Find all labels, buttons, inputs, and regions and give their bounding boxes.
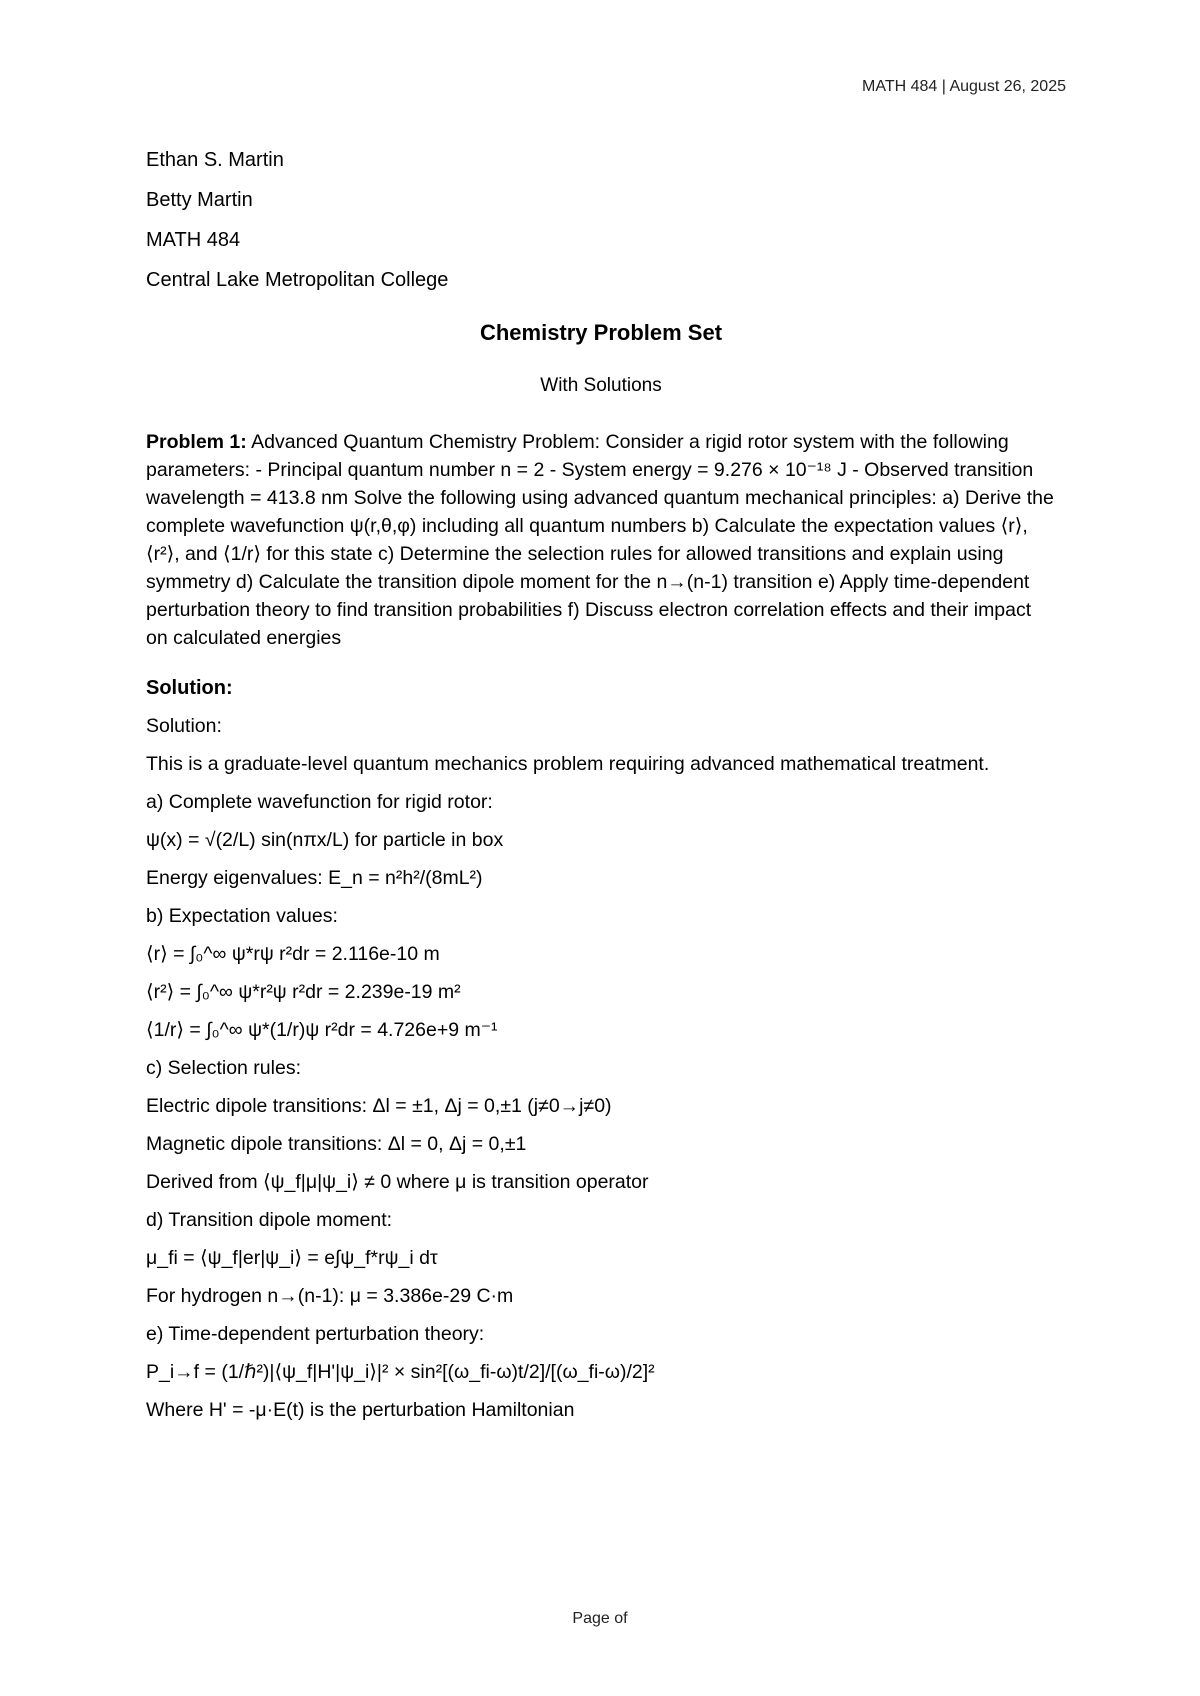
solution-line: Derived from ⟨ψ_f|μ|ψ_i⟩ ≠ 0 where μ is transition operator bbox=[146, 1171, 649, 1193]
college-name: Central Lake Metropolitan College bbox=[146, 269, 449, 291]
solution-line: b) Expectation values: bbox=[146, 905, 338, 927]
solution-line: c) Selection rules: bbox=[146, 1057, 301, 1079]
solution-line: a) Complete wavefunction for rigid rotor: bbox=[146, 791, 493, 813]
page-header: MATH 484 | August 26, 2025 bbox=[862, 78, 1066, 95]
solution-line: μ_fi = ⟨ψ_f|er|ψ_i⟩ = e∫ψ_f*rψ_i dτ bbox=[146, 1247, 438, 1269]
document-body bbox=[146, 146, 1056, 1424]
solution-line: ψ(x) = √(2/L) sin(nπx/L) for particle in box bbox=[146, 829, 504, 851]
problem-text: Advanced Quantum Chemistry Problem: Consider a rigid rotor system with the following parameters: - Principal quantum number n = 2 - System energy = 9.276 × 10⁻¹⁸ J - Observed transition wavelength = 413.8 nm Solve the following using advanced quantum mechanical principles: a) Derive the complete wavefunction ψ(r,θ,φ) including all quantum numbers b) Calculate the expectation values ⟨r⟩, ⟨r²⟩, and ⟨1/r⟩ for this state c) Determine the selection rules for allowed transitions and explain using symmetry d) Calculate the transition dipole moment for the n→(n-1) transition e) Apply time-dependent perturbation theory to find transition probabilities f) Discuss electron correlation effects and their impact on calculated energies bbox=[146, 431, 1054, 649]
solution-heading: Solution: bbox=[146, 677, 233, 699]
student-name: Ethan S. Martin bbox=[146, 149, 284, 171]
document-subtitle: With Solutions bbox=[540, 375, 662, 396]
solution-line: Energy eigenvalues: E_n = n²h²/(8mL²) bbox=[146, 867, 483, 889]
solution-line: This is a graduate-level quantum mechanics problem requiring advanced mathematical treatment. bbox=[146, 753, 990, 775]
page-footer: Page of bbox=[572, 1610, 628, 1627]
instructor-name: Betty Martin bbox=[146, 189, 253, 211]
solution-line: Magnetic dipole transitions: Δl = 0, Δj = 0,±1 bbox=[146, 1133, 527, 1155]
solution-line: d) Transition dipole moment: bbox=[146, 1209, 393, 1231]
solution-line: Solution: bbox=[146, 715, 222, 737]
solution-line: e) Time-dependent perturbation theory: bbox=[146, 1323, 485, 1345]
solution-line: Electric dipole transitions: Δl = ±1, Δj = 0,±1 (j≠0→j≠0) bbox=[146, 1095, 612, 1117]
solution-body bbox=[146, 712, 1056, 1424]
solution-line: For hydrogen n→(n-1): μ = 3.386e-29 C·m bbox=[146, 1285, 514, 1307]
solution-line: ⟨r⟩ = ∫₀^∞ ψ*rψ r²dr = 2.116e-10 m bbox=[146, 943, 440, 965]
solution-line: ⟨1/r⟩ = ∫₀^∞ ψ*(1/r)ψ r²dr = 4.726e+9 m⁻¹ bbox=[146, 1019, 498, 1041]
solution-line: P_i→f = (1/ℏ²)|⟨ψ_f|H'|ψ_i⟩|² × sin²[(ω_fi-ω)t/2]/[(ω_fi-ω)/2]² bbox=[146, 1361, 655, 1383]
document-title: Chemistry Problem Set bbox=[479, 320, 723, 345]
problem-label: Problem 1: bbox=[146, 431, 247, 453]
problem-1 bbox=[146, 428, 1056, 652]
solution-line: Where H' = -μ·E(t) is the perturbation Hamiltonian bbox=[146, 1399, 575, 1421]
course-name: MATH 484 bbox=[146, 229, 241, 251]
solution-line: ⟨r²⟩ = ∫₀^∞ ψ*r²ψ r²dr = 2.239e-19 m² bbox=[146, 981, 461, 1003]
